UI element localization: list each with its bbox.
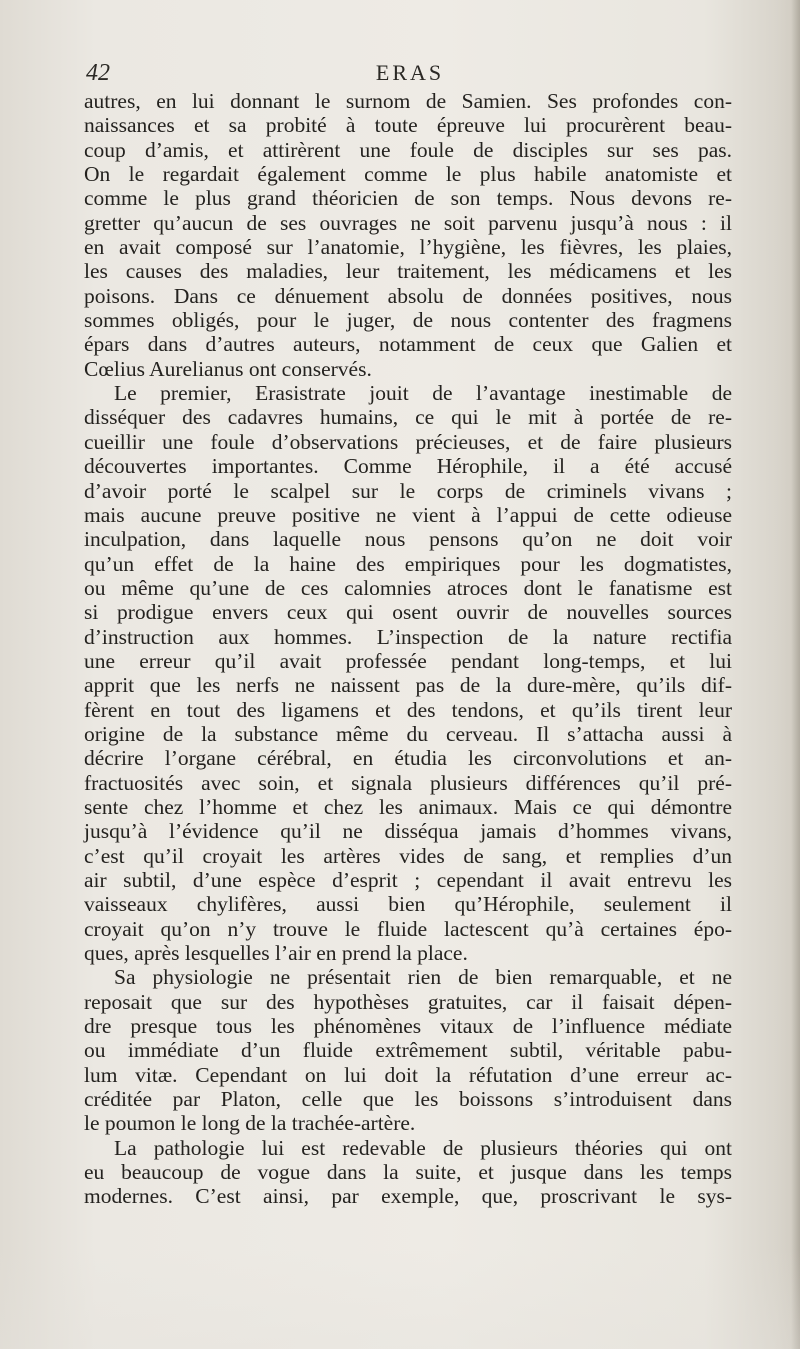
text-line: décrire l’organe cérébral, en étudia les circonvolutions et an- [84,746,732,771]
text-line: apprit que les nerfs ne naissent pas de la dure-mère, qu’ils dif- [84,673,732,698]
text-line: mais aucune preuve positive ne vient à l’appui de cette odieuse [84,502,732,527]
page-header [86,58,734,92]
text-line: ou immédiate d’un fluide extrêmement subtil, véritable pabu- [84,1038,732,1063]
paragraph-first-line: Sa physiologie ne présentait rien de bien remarquable, et ne [114,965,732,990]
text-line: ou même qu’une de ces calomnies atroces dont le fanatisme est [84,575,732,600]
text-line: origine de la substance même du cerveau. Il s’attacha aussi à [84,721,732,746]
text-line: air subtil, d’une espèce d’esprit ; cependant il avait entrevu les [84,868,732,892]
text-line: poisons. Dans ce dénuement absolu de données positives, nous [84,283,732,308]
text-line: On le regardait également comme le plus habile anatomiste et [84,162,732,187]
text-line: d’instruction aux hommes. L’inspection de la nature rectifia [84,624,732,649]
text-line: c’est qu’il croyait les artères vides de sang, et remplies d’un [84,843,732,868]
text-line: jusqu’à l’évidence qu’il ne disséqua jamais d’hommes vivans, [84,819,732,844]
text-line: les causes des maladies, leur traitement, les médicamens et les [84,259,732,284]
text-line: modernes. C’est ainsi, par exemple, que, proscrivant le sys- [84,1184,732,1209]
paper-fade [0,1249,800,1349]
text-line: coup d’amis, et attirèrent une foule de disciples sur ses pas. [84,137,732,162]
text-line: qu’un effet de la haine des empiriques pour les dogmatistes, [84,551,732,576]
text-line: créditée par Platon, celle que les boissons s’introduisent dans [84,1087,732,1112]
text-line: découvertes importantes. Comme Hérophile, il a été accusé [84,454,732,479]
text-line: fèrent en tout des ligamens et des tendons, et qu’ils tirent leur [84,697,732,722]
text-line: croyait qu’on n’y trouve le fluide lactescent qu’à certaines épo- [84,916,732,941]
text-line: ques, après lesquelles l’air en prend la place. [84,941,468,966]
paragraph-first-line: La pathologie lui est redevable de plusieurs théories qui ont [114,1135,732,1160]
text-line: fractuosités avec soin, et signala plusieurs différences qu’il pré- [84,770,732,795]
text-line: une erreur qu’il avait professée pendant long-temps, et lui [84,648,732,673]
text-line: inculpation, dans laquelle nous pensons qu’on ne doit voir [84,527,732,552]
text-line: Cœlius Aurelianus ont conservés. [84,356,372,381]
text-line: gretter qu’aucun de ses ouvrages ne soit parvenu jusqu’à nous : il [84,210,732,235]
text-line: autres, en lui donnant le surnom de Samien. Ses profondes con- [84,89,732,113]
text-line: épars dans d’autres auteurs, notamment de ceux que Galien et [84,332,732,357]
text-line: si prodigue envers ceux qui osent ouvrir de nouvelles sources [84,600,732,625]
text-line: en avait composé sur l’anatomie, l’hygiène, les fièvres, les plaies, [84,235,732,260]
text-line: disséquer des cadavres humains, ce qui le mit à portée de re- [84,405,732,430]
text-line: cueillir une foule d’observations précieuses, et de faire plusieurs [84,429,732,454]
running-head: ERAS [375,60,445,85]
text-line: eu beaucoup de vogue dans la suite, et jusque dans les temps [84,1160,732,1185]
paragraph-first-line: Le premier, Erasistrate jouit de l’avantage inestimable de [114,381,732,406]
text-line: reposait que sur des hypothèses gratuites, car il faisait dépen- [84,989,732,1014]
text-line: sommes obligés, pour le juger, de nous contenter des fragmens [84,308,732,333]
body-text [84,89,732,1209]
text-line: le poumon le long de la trachée-artère. [84,1111,416,1136]
text-line: d’avoir porté le scalpel sur le corps de criminels vivans ; [84,478,732,503]
page-number: 42 [86,60,110,86]
text-line: sente chez l’homme et chez les animaux. Mais ce qui démontre [84,794,732,819]
text-line: lum vitæ. Cependant on lui doit la réfutation d’une erreur ac- [84,1062,732,1087]
text-line: comme le plus grand théoricien de son temps. Nous devons re- [84,186,732,211]
text-line: vaisseaux chylifères, aussi bien qu’Hérophile, seulement il [84,892,732,917]
page-edge-shadow [791,0,800,1349]
text-line: dre presque tous les phénomènes vitaux de l’influence médiate [84,1014,732,1039]
text-line: naissances et sa probité à toute épreuve lui procurèrent beau- [84,113,732,138]
